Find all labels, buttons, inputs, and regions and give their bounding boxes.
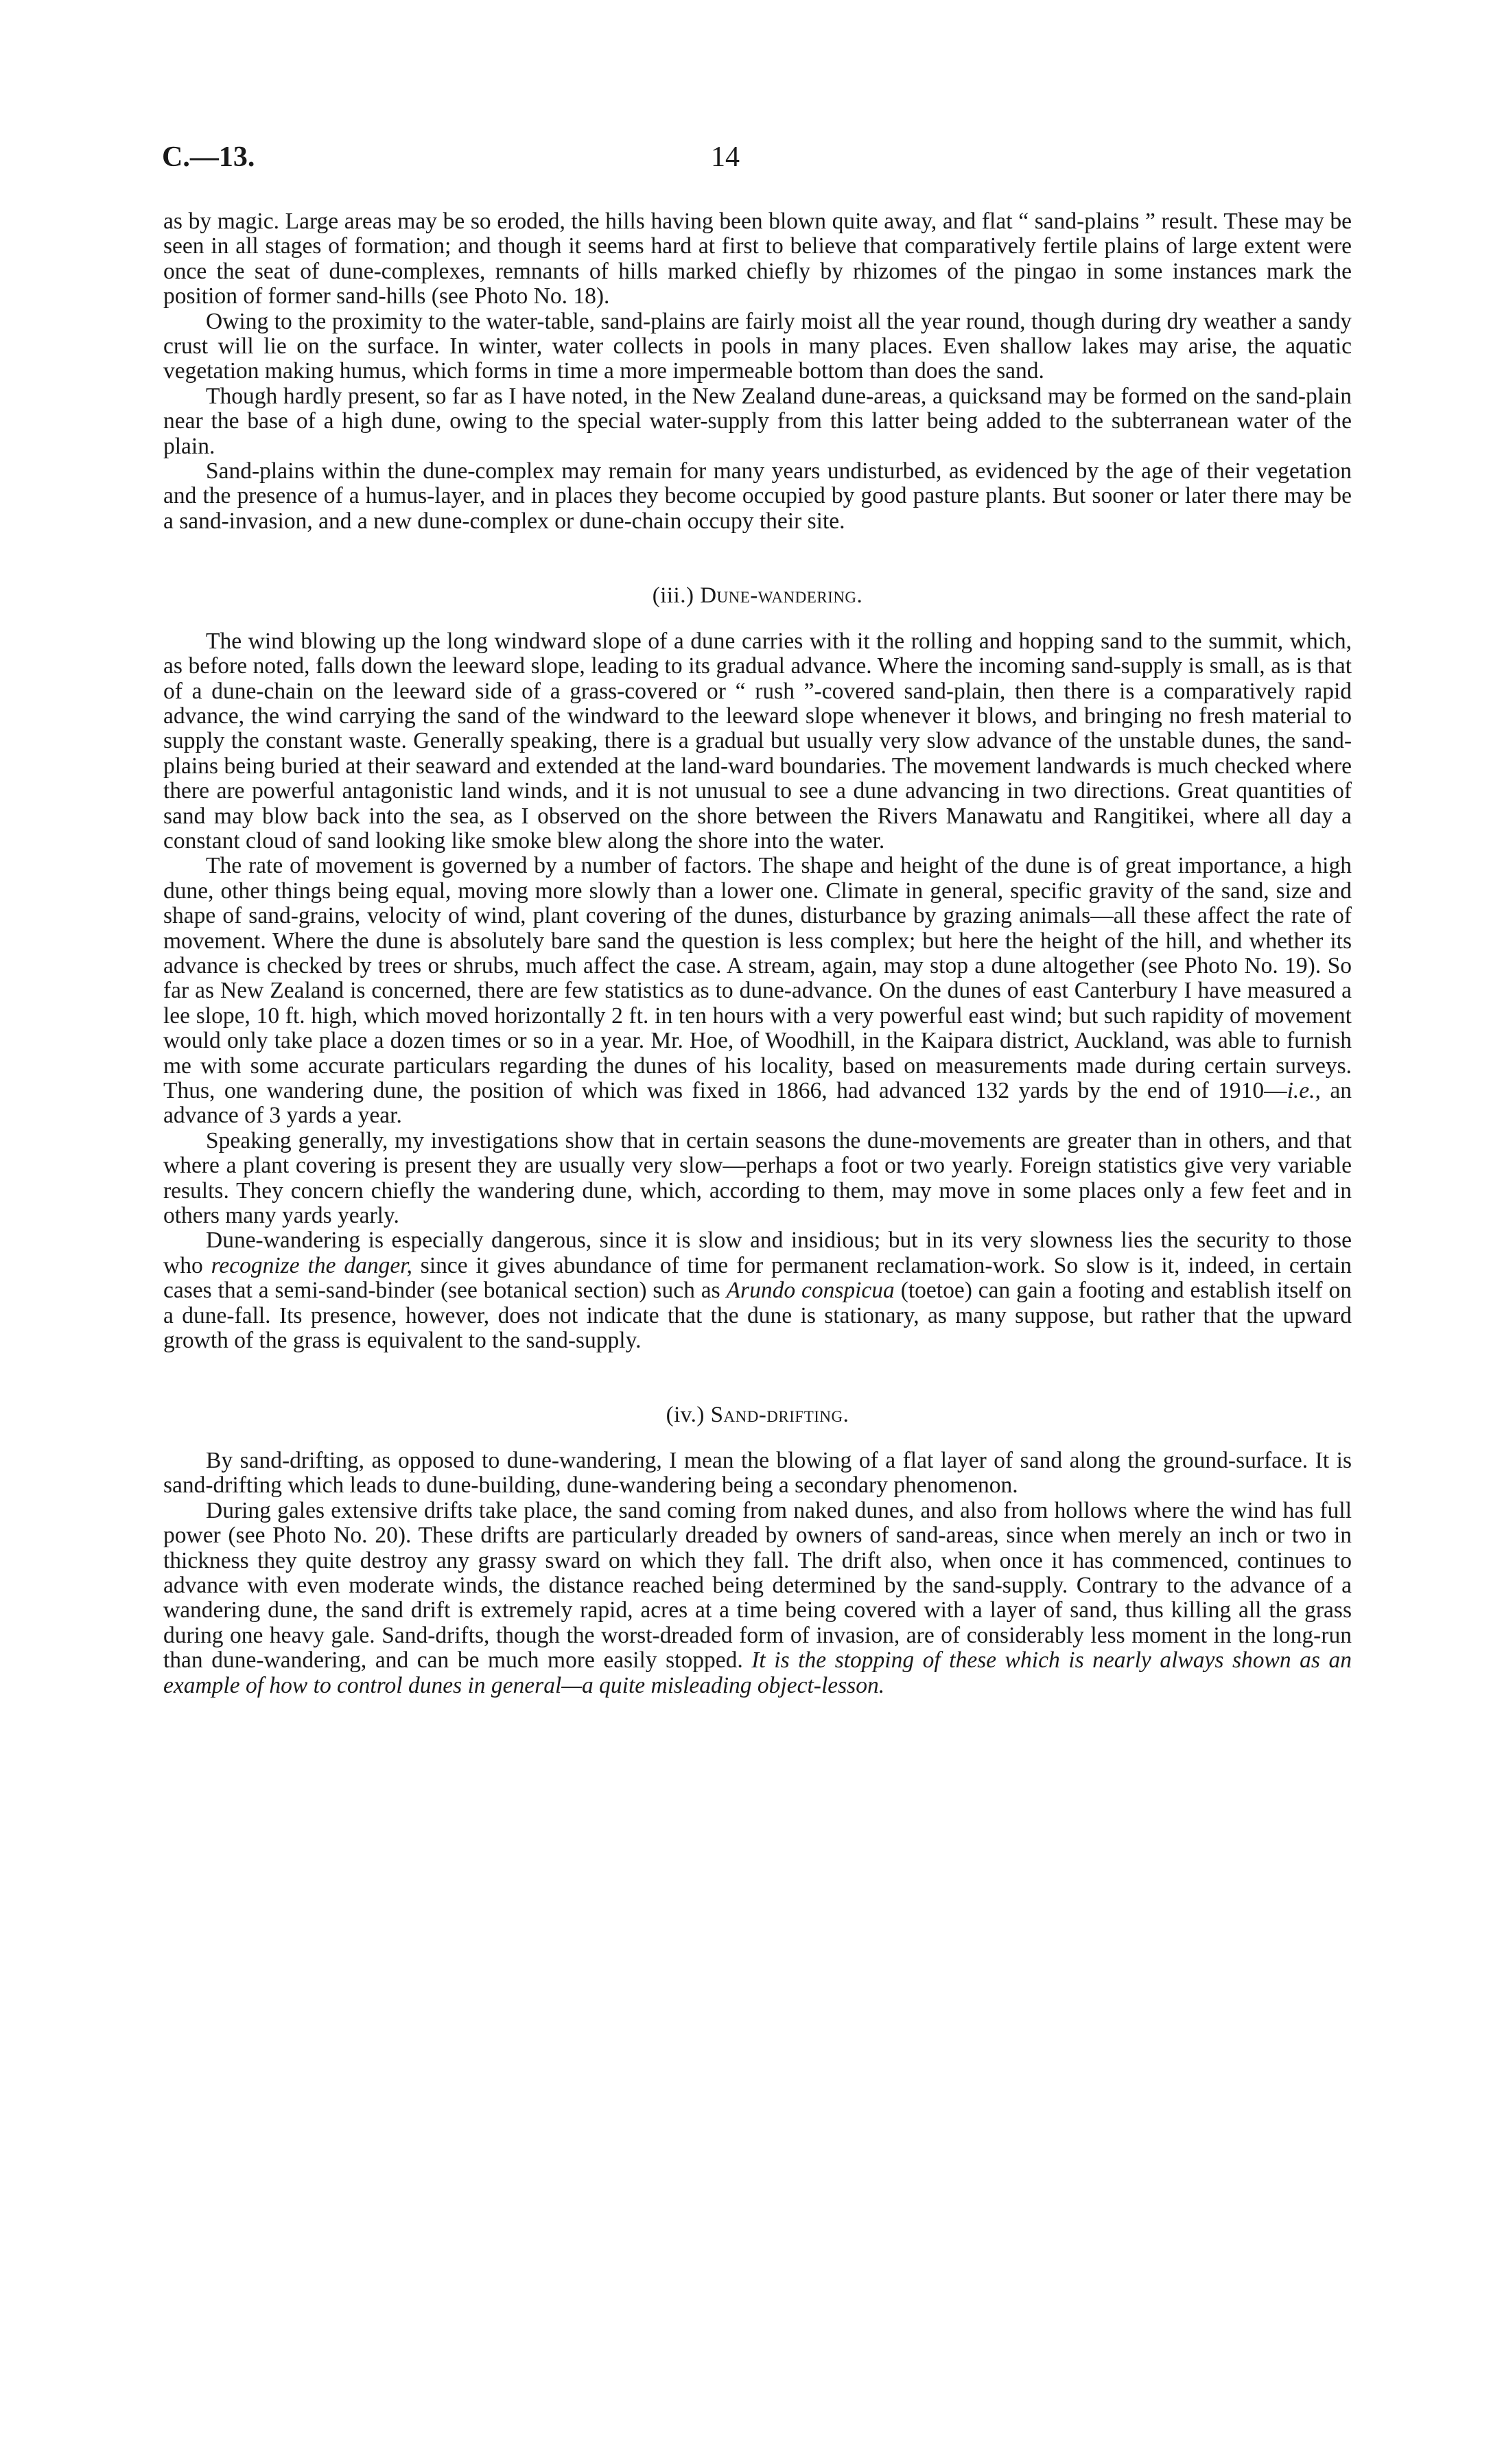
italic-text: i.e., (1287, 1078, 1321, 1103)
paragraph: as by magic. Large areas may be so eroded, the hills having been blown quite away, and flat “ sand-plains ” result. These may be seen in all stages of formation; and though it seems hard at first to believe that comparatively fertile plains of large extent were once the seat of dune-complexes, remnants of hills marked chiefly by rhizomes of the pingao in some instances mark the position of former sand-hills (see Photo No. 18). (163, 209, 1352, 309)
section-numeral: (iv.) (666, 1403, 705, 1428)
body-text (163, 209, 1352, 1698)
paragraph-text: The rate of movement is governed by a number of factors. The shape and height of the dune is of great importance, a high dune, other things being equal, moving more slowly than a lower one. Climate in general, specific gravity of the sand, size and shape of sand-grains, velocity of wind, plant covering of the dunes, disturbance by grazing animals—all these affect the rate of movement. Where the dune is absolutely bare sand the question is less complex; but here the height of the hill, and whether its advance is checked by trees or shrubs, much affect the case. A stream, again, may stop a dune altogether (see Photo No. 19). So far as New Zealand is concerned, there are few statistics as to dune-advance. On the dunes of east Canterbury I have measured a lee slope, 10 ft. high, which moved horizontally 2 ft. in ten hours with a very powerful east wind; but such rapidity of movement would only take place a dozen times or so in a year. Mr. Hoe, of Woodhill, in the Kaipara district, Auckland, was able to furnish me with some accurate particulars regarding the dunes of his locality, based on measurements made during certain surveys. Thus, one wandering dune, the position of which was fixed in 1866, had advanced 132 yards by the end of 1910— (163, 853, 1352, 1103)
paragraph (163, 854, 1352, 1128)
section-title: Dune-wandering. (700, 583, 863, 609)
section-heading-sand-drifting (163, 1403, 1352, 1427)
paragraph-text: (toetoe) can gain a footing and establish itself on a dune-fall. Its presence, however, does not indicate that the dune is stationary, as many suppose, but rather that the upward growth of the grass is equivalent to the sand-supply. (163, 1278, 1352, 1354)
italic-text: recognize the danger, (211, 1252, 412, 1278)
paragraph-text: an advance of 3 yards a year. (163, 1078, 1352, 1129)
section-heading-dune-wandering (163, 583, 1352, 608)
paragraph: Sand-plains within the dune-complex may remain for many years undisturbed, as evidenced by the age of their vegetation and the presence of a humus-layer, and in places they become occupied by good pasture plants. But sooner or later there may be a sand-invasion, and a new dune-complex or dune-chain occupy their site. (163, 458, 1352, 534)
document-reference: C.—13. (162, 141, 255, 173)
section-title: Sand-drifting. (710, 1403, 849, 1428)
paragraph-text: During gales extensive drifts take place, the sand coming from naked dunes, and also from hollows where the wind has full power (see Photo No. 20). These drifts are particularly dreaded by owners of sand-areas, since when merely an inch or two in thickness they quite destroy any grassy sward on which they fall. The drift also, when once it has commenced, continues to advance with even moderate winds, the distance reached being determined by the sand-supply. Contrary to the advance of a wandering dune, the sand drift is extremely rapid, acres at a time being covered with a layer of sand, thus killing all the grass during one heavy gale. Sand-drifts, though the worst-dreaded form of invasion, are of considerably less moment in the long-run than dune-wandering, and can be much more easily stopped. (163, 1497, 1352, 1674)
paragraph: Speaking generally, my investigations show that in certain seasons the dune-movements are greater than in others, and that where a plant covering is present they are usually very slow—perhaps a foot or two yearly. Foreign statistics give very variable results. They concern chiefly the wandering dune, which, according to them, may move in some places only a few feet and in others many yards yearly. (163, 1127, 1352, 1229)
paragraph: The wind blowing up the long windward slope of a dune carries with it the rolling and hopping sand to the summit, which, as before noted, falls down the leeward slope, leading to its gradual advance. Where the incoming sand-supply is small, as is that of a dune-chain on the leeward side of a grass-covered or “ rush ”-covered sand-plain, then there is a comparatively rapid advance, the wind carrying the sand of the windward to the leeward slope whenever it blows, and bringing no fresh material to supply the constant waste. Generally speaking, there is a gradual but usually very slow advance of the unstable dunes, the sand-plains being buried at their seaward and extended at the land-ward boundaries. The movement landwards is much checked where there are powerful antagonistic land winds, and it is not unusual to see a dune advancing in two directions. Great quantities of sand may blow back into the sea, as I observed on the shore between the Rivers Manawatu and Rangitikei, where all day a constant cloud of sand looking like smoke blew along the shore into the water. (163, 628, 1352, 854)
paragraph-text: since it gives abundance of time for permanent reclamation-work. So slow is it, indeed, in certain cases that a semi-sand-binder (see botanical section) such as (163, 1252, 1352, 1304)
paragraph: Owing to the proximity to the water-table, sand-plains are fairly moist all the year round, though during dry weather a sandy crust will lie on the surface. In winter, water collects in pools in many places. Even shallow lakes may arise, the aquatic vegetation making humus, which forms in time a more impermeable bottom than does the sand. (163, 308, 1352, 384)
paragraph-text: Dune-wandering is especially dangerous, since it is slow and insidious; but in its very slowness lies the security to those who (163, 1228, 1352, 1278)
italic-text: It is the stopping of these which is nearly always shown as an example of how to control dunes in general—a quite misleading object-lesson. (163, 1647, 1352, 1698)
section-numeral: (iii.) (652, 583, 694, 609)
paragraph (163, 1228, 1352, 1353)
page-number: 14 (711, 141, 740, 173)
paragraph: Though hardly present, so far as I have noted, in the New Zealand dune-areas, a quicksand may be formed on the sand-plain near the base of a high dune, owing to the special water-supply from this latter being added to the subterranean water of the plain. (163, 383, 1352, 459)
paragraph (163, 1499, 1352, 1698)
paragraph: By sand-drifting, as opposed to dune-wandering, I mean the blowing of a flat layer of sand along the ground-surface. It is sand-drifting which leads to dune-building, dune-wandering being a secondary phenomenon. (163, 1447, 1352, 1499)
italic-text: Arundo conspicua (726, 1278, 895, 1304)
page-header (162, 141, 1352, 182)
